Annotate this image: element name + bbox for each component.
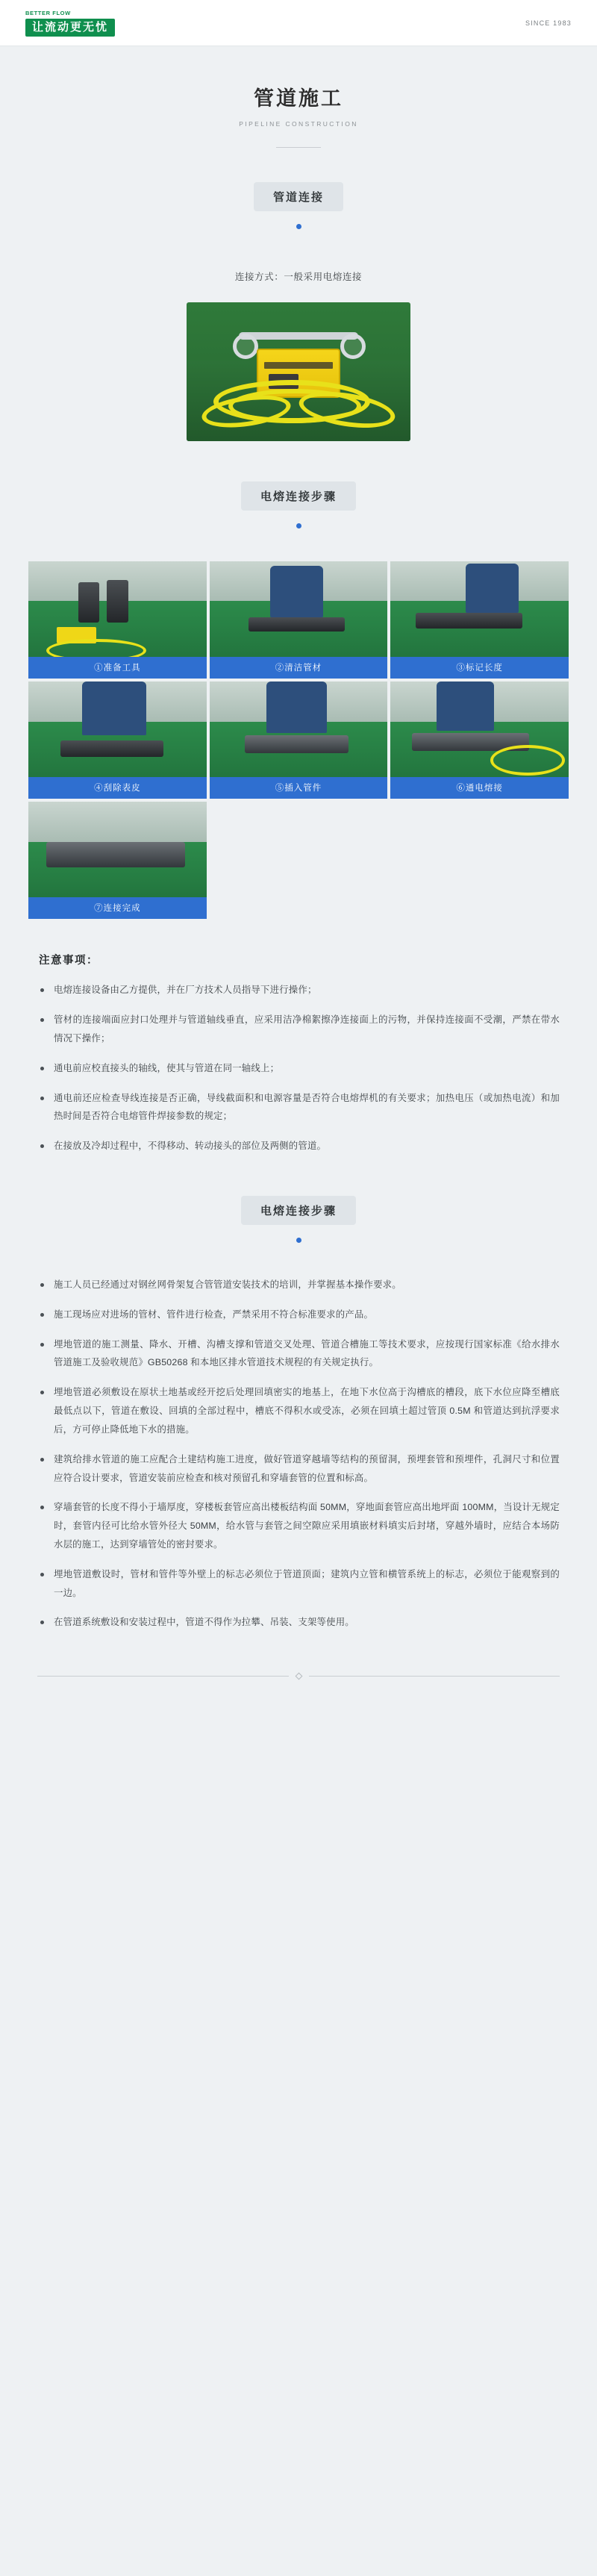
photo-worker bbox=[466, 564, 519, 613]
step-photo-3 bbox=[390, 561, 569, 679]
site-header bbox=[0, 0, 597, 46]
photo-pipe bbox=[249, 617, 345, 631]
brand-logo[interactable] bbox=[25, 10, 115, 37]
photo-pipe bbox=[46, 842, 185, 868]
step-photo-6 bbox=[390, 682, 569, 799]
footer-line-right bbox=[309, 1676, 560, 1677]
since-label: SINCE 1983 bbox=[525, 19, 572, 27]
step-caption: ⑦连接完成 bbox=[28, 897, 207, 919]
step-caption: ⑥通电熔接 bbox=[390, 777, 569, 799]
brand-english-name: BETTER FLOW bbox=[25, 9, 71, 16]
photo-pipe bbox=[416, 613, 522, 628]
heading-dot-icon bbox=[296, 1238, 301, 1243]
section-steps-detail-heading bbox=[0, 1196, 597, 1243]
footer-line-left bbox=[37, 1676, 289, 1677]
section-pipe-connection-heading bbox=[0, 182, 597, 229]
list-item: 埋地管道必须敷设在原状土地基或经开挖后处理回填密实的地基上，在地下水位高于沟槽底的槽段，底下水位应降至槽底最低点以下，管道在敷设、回填的全部过程中，槽底不得积水或受冻，必须在回填土超过管顶 0.5M 和管道达到抗浮要求后，方可停止降低地下水的措施。 bbox=[37, 1383, 560, 1438]
list-item: 建筑给排水管道的施工应配合土建结构施工进度，做好管道穿越墙等结构的预留洞，预埋套管和预埋件，孔洞尺寸和位置应符合设计要求，管道安装前应检查和核对预留孔和穿墙套管的位置和标高。 bbox=[37, 1450, 560, 1488]
photo-worker bbox=[270, 566, 324, 617]
footer-ornament bbox=[37, 1674, 560, 1679]
list-item: 在管道系统敷设和安装过程中，管道不得作为拉攀、吊装、支架等使用。 bbox=[37, 1613, 560, 1632]
list-item: 埋地管道敷设时，管材和管件等外壁上的标志必须位于管道顶面；建筑内立管和横管系统上的标志，必须位于能观察到的一边。 bbox=[37, 1565, 560, 1603]
photo-pipe bbox=[60, 740, 163, 757]
photo-wall bbox=[28, 802, 207, 841]
list-item: 穿墙套管的长度不得小于墙厚度，穿楼板套管应高出楼板结构面 50MM，穿地面套管应高出地坪面 100MM，当设计无规定时，套管内径可比给水管外径大 50MM，给水管与套管之间空隙应采用填嵌材料填实后封堵，穿越外墙时，应结合本场防水层的施工，达到穿墙管处的密封要求。 bbox=[37, 1498, 560, 1553]
step-caption: ③标记长度 bbox=[390, 657, 569, 679]
list-item: 通电前应校直接头的轴线，使其与管道在同一轴线上； bbox=[37, 1059, 560, 1078]
list-item: 施工现场应对进场的管材、管件进行检查，严禁采用不符合标准要求的产品。 bbox=[37, 1306, 560, 1324]
photo-reel-left bbox=[233, 334, 258, 359]
list-item: 通电前还应检查导线连接是否正确，导线截面积和电源容量是否符合电熔焊机的有关要求；加热电压（或加热电流）和加热时间是否符合电熔管件焊接参数的规定； bbox=[37, 1089, 560, 1126]
notes-title: 注意事项： bbox=[39, 955, 99, 967]
steps-detail-block bbox=[37, 1276, 560, 1632]
list-item: 管材的连接端面应封口处理并与管道轴线垂直，应采用洁净棉絮擦净连接面上的污物，并保持连接面不受潮，严禁在带水情况下操作； bbox=[37, 1011, 560, 1048]
electrofusion-machine-photo bbox=[187, 302, 410, 441]
step-photo-1 bbox=[28, 561, 207, 679]
photo-worker bbox=[266, 682, 327, 733]
section-heading-pill: 管道连接 bbox=[254, 182, 343, 211]
step-caption: ①准备工具 bbox=[28, 657, 207, 679]
connection-method-text: 连接方式：一般采用电熔连接 bbox=[234, 272, 363, 282]
list-item: 电熔连接设备由乙方提供，并在厂方技术人员指导下进行操作； bbox=[37, 981, 560, 999]
section-heading-pill: 电熔连接步骤 bbox=[241, 1196, 356, 1225]
steps-detail-list bbox=[37, 1276, 560, 1632]
section-heading-pill: 电熔连接步骤 bbox=[241, 481, 356, 511]
page-title: 管道施工 bbox=[254, 87, 343, 110]
photo-pipe bbox=[107, 580, 128, 623]
photo-welder-stripe bbox=[264, 362, 333, 369]
photo-worker bbox=[437, 682, 493, 731]
page-subtitle: PIPELINE CONSTRUCTION bbox=[239, 120, 358, 128]
list-item: 施工人员已经通过对钢丝网骨架复合管管道安装技术的培训，并掌握基本操作要求。 bbox=[37, 1276, 560, 1294]
photo-reel-right bbox=[340, 334, 366, 359]
fusion-steps-gallery bbox=[28, 561, 569, 919]
photo-pipe bbox=[245, 735, 348, 753]
heading-dot-icon bbox=[296, 523, 301, 528]
photo-pipe bbox=[78, 582, 100, 622]
heading-dot-icon bbox=[296, 224, 301, 229]
notes-block bbox=[37, 952, 560, 1156]
list-item: 埋地管道的施工测量、降水、开槽、沟槽支撑和管道交叉处理、管道合槽施工等技术要求，应按现行国家标准《给水排水管道施工及验收规范》GB50268 和本地区排水管道技术规程的有关规定执行。 bbox=[37, 1335, 560, 1373]
section-fusion-steps-heading bbox=[0, 481, 597, 528]
list-item: 在接放及冷却过程中，不得移动、转动接头的部位及两侧的管道。 bbox=[37, 1137, 560, 1156]
photo-cable bbox=[490, 745, 565, 776]
photo-frame-bar bbox=[239, 332, 358, 340]
notes-list bbox=[37, 981, 560, 1156]
step-photo-4 bbox=[28, 682, 207, 799]
page-title-block bbox=[0, 46, 597, 148]
step-caption: ⑤插入管件 bbox=[210, 777, 388, 799]
step-caption: ②清洁管材 bbox=[210, 657, 388, 679]
photo-worker bbox=[82, 682, 146, 735]
title-divider bbox=[276, 147, 321, 148]
step-photo-5 bbox=[210, 682, 388, 799]
brand-chinese-name: 让流动更无忧 bbox=[25, 19, 115, 37]
diamond-icon bbox=[295, 1673, 302, 1680]
step-photo-7 bbox=[28, 802, 207, 919]
step-photo-2 bbox=[210, 561, 388, 679]
step-caption: ④刮除表皮 bbox=[28, 777, 207, 799]
